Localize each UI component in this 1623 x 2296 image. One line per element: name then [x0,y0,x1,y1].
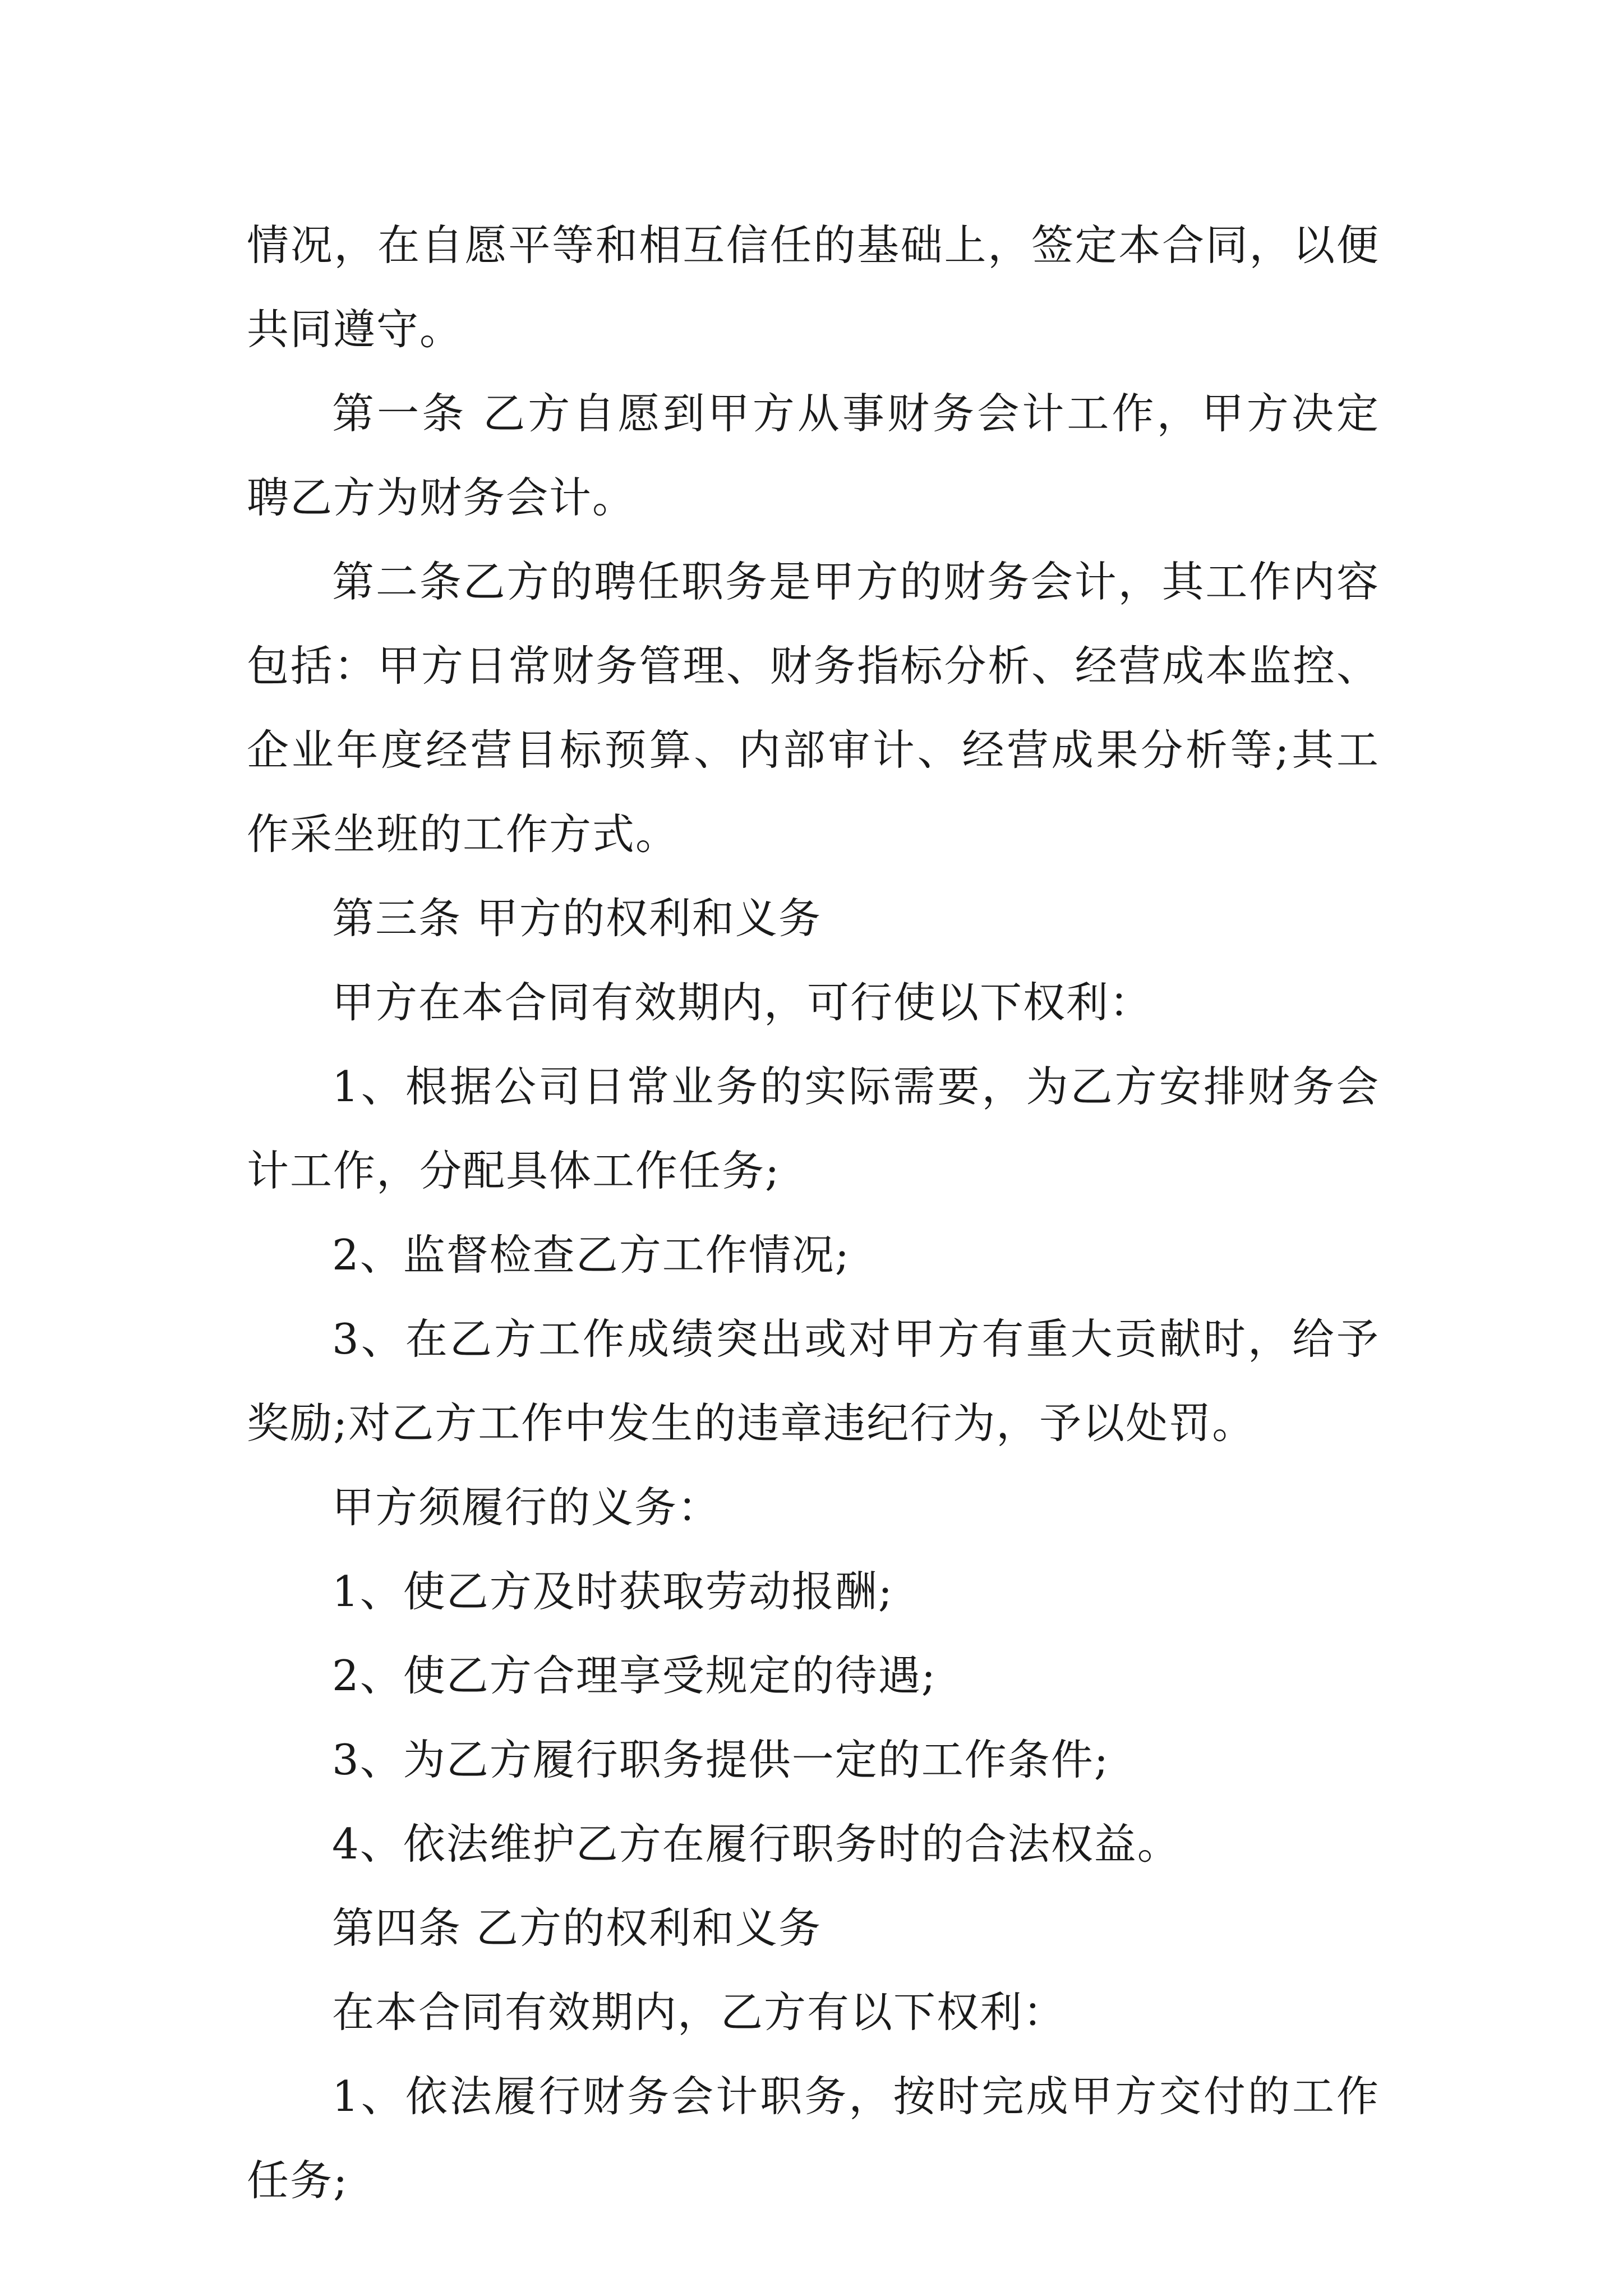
paragraph-1: 情况，在自愿平等和相互信任的基础上，签定本合同，以便共同遵守。 [247,220,1380,354]
list-item-a-duty-2: 2、使乙方合理享受规定的待遇; [332,1651,937,1700]
list-item-a-duty-4: 4、依法维护乙方在履行职务时的合法权益。 [332,1819,1181,1869]
list-item-a-right-2: 2、监督检查乙方工作情况; [332,1230,850,1280]
paragraph-party-a-rights-intro: 甲方在本合同有效期内，可行使以下权利： [332,978,1153,1027]
paragraph-article-1: 第一条 乙方自愿到甲方从事财务会计工作，甲方决定聘乙方为财务会计。 [247,389,1380,522]
heading-article-3: 第三条 甲方的权利和义务 [332,894,822,943]
list-item-a-right-1: 1、根据公司日常业务的实际需要，为乙方安排财务会计工作，分配具体工作任务; [247,1062,1380,1195]
list-item-a-duty-3: 3、为乙方履行职务提供一定的工作条件; [332,1735,1109,1784]
paragraph-article-2: 第二条乙方的聘任职务是甲方的财务会计，其工作内容包括：甲方日常财务管理、财务指标分析、经营成本监控、企业年度经营目标预算、内部审计、经营成果分析等;其工作采坐班的工作方式。 [247,557,1380,859]
paragraph-party-a-duties-intro: 甲方须履行的义务： [332,1483,721,1532]
heading-article-4: 第四条 乙方的权利和义务 [332,1903,822,1953]
contract-body [247,203,1380,2223]
list-item-a-right-3: 3、在乙方工作成绩突出或对甲方有重大贡献时，给予奖励;对乙方工作中发生的违章违纪行为，予以处罚。 [247,1314,1380,1448]
list-item-a-duty-1: 1、使乙方及时获取劳动报酬; [332,1567,893,1616]
list-item-b-right-1: 1、依法履行财务会计职务，按时完成甲方交付的工作任务; [247,2072,1380,2205]
paragraph-party-b-rights-intro: 在本合同有效期内，乙方有以下权利： [332,1987,1067,2037]
